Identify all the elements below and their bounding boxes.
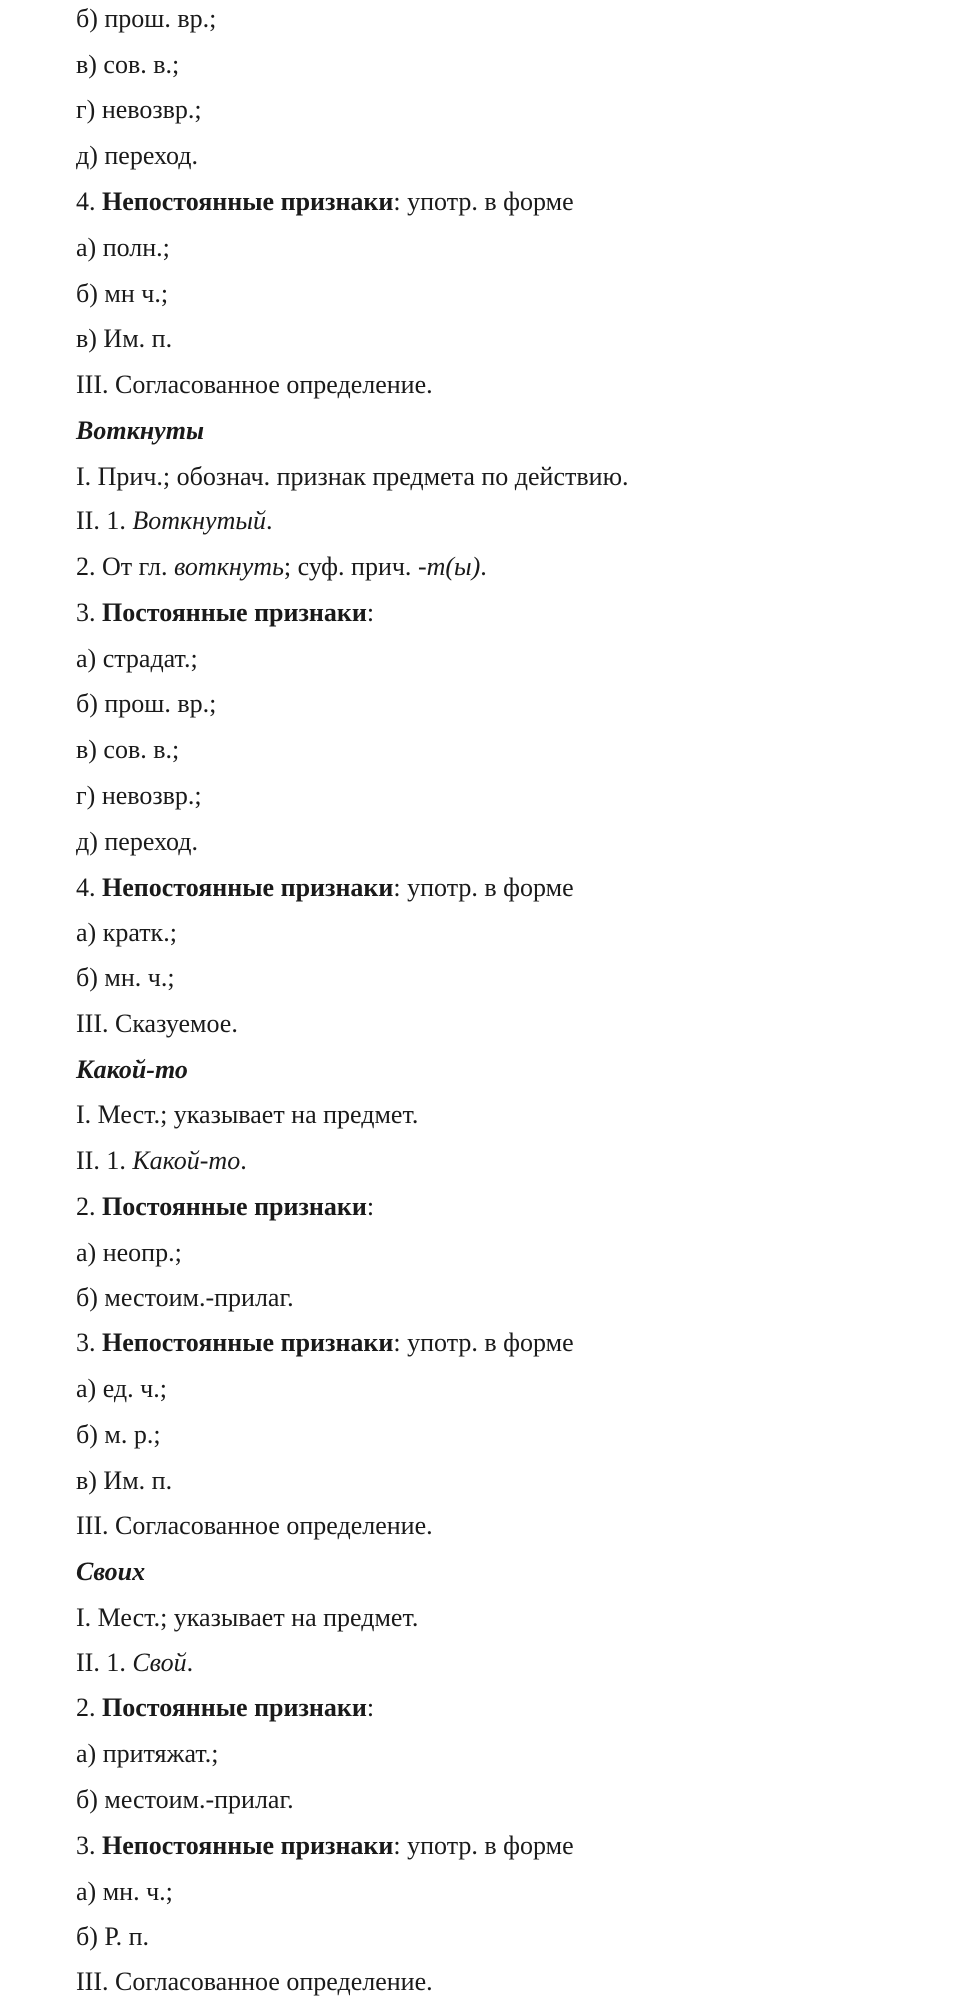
text-line: в) Им. п. (76, 1466, 173, 1495)
item-number: II. 1. (76, 506, 133, 535)
text-line: д) переход. (76, 141, 199, 170)
item-number: 2. (76, 1693, 102, 1722)
text-line: I. Прич.; обознач. признак предмета по действию. (76, 462, 629, 491)
punctuation: . (240, 1146, 247, 1175)
text-line: а) мн. ч.; (76, 1877, 173, 1906)
text-line: а) кратк.; (76, 918, 177, 947)
text-line: г) невозвр.; (76, 95, 202, 124)
text-line: а) полн.; (76, 233, 170, 262)
feature-line (76, 1192, 374, 1222)
feature-heading: Постоянные признаки (102, 1192, 367, 1221)
punctuation: . (480, 552, 487, 581)
word-heading: Какой-то (76, 1055, 188, 1084)
text-line: а) неопр.; (76, 1238, 182, 1267)
initial-form-word: Воткнутый (132, 506, 266, 535)
feature-line (76, 873, 574, 903)
feature-line (76, 1693, 374, 1723)
text-line: б) прош. вр.; (76, 4, 217, 33)
text-line: б) Р. п. (76, 1922, 150, 1951)
initial-form-line (76, 506, 272, 536)
text-line: б) прош. вр.; (76, 689, 217, 718)
item-number: 4. (76, 873, 102, 902)
text-line: б) мн. ч.; (76, 963, 175, 992)
feature-suffix: : (366, 1192, 375, 1221)
origin-line (76, 552, 487, 582)
feature-line (76, 187, 574, 217)
feature-line (76, 598, 374, 628)
text-line: б) местоим.-прилаг. (76, 1283, 294, 1312)
text-line: г) невозвр.; (76, 781, 202, 810)
feature-line (76, 1831, 574, 1861)
item-number: II. 1. (76, 1648, 133, 1677)
text-line: I. Мест.; указывает на предмет. (76, 1100, 419, 1129)
punctuation: . (186, 1648, 194, 1677)
source-verb: воткнуть (173, 552, 284, 581)
text-line: I. Мест.; указывает на предмет. (76, 1603, 419, 1632)
text-line: б) мн ч.; (76, 279, 169, 308)
text-line: III. Согласованное определение. (76, 370, 433, 399)
text-line: а) притяжат.; (76, 1739, 219, 1768)
origin-text: 2. От гл. (76, 552, 174, 581)
feature-suffix: : употр. в форме (393, 873, 574, 902)
text-line: б) местоим.-прилаг. (76, 1785, 294, 1814)
text-line: III. Согласованное определение. (76, 1511, 433, 1540)
text-line: III. Сказуемое. (76, 1009, 238, 1038)
initial-form-word: Свой (132, 1648, 187, 1677)
feature-heading: Постоянные признаки (102, 598, 367, 627)
text-line: д) переход. (76, 827, 199, 856)
feature-suffix: : употр. в форме (393, 187, 574, 216)
initial-form-line (76, 1648, 193, 1678)
text-line: в) Им. п. (76, 324, 173, 353)
feature-heading: Постоянные признаки (102, 1693, 367, 1722)
item-number: 3. (76, 598, 102, 627)
item-number: II. 1. (76, 1146, 133, 1175)
word-heading: Своих (76, 1557, 146, 1586)
feature-heading: Непостоянные признаки (102, 1328, 394, 1357)
feature-heading: Непостоянные признаки (102, 187, 394, 216)
feature-line (76, 1328, 574, 1358)
text-line: б) м. р.; (76, 1420, 161, 1449)
feature-suffix: : употр. в форме (393, 1831, 574, 1860)
text-line: в) сов. в.; (76, 735, 180, 764)
feature-heading: Непостоянные признаки (102, 873, 394, 902)
item-number: 3. (76, 1831, 102, 1860)
punctuation: . (265, 506, 273, 535)
item-number: 2. (76, 1192, 102, 1221)
text-line: а) страдат.; (76, 644, 198, 673)
feature-suffix: : (366, 1693, 375, 1722)
text-line: III. Согласованное определение. (76, 1967, 433, 1996)
origin-text: ; суф. прич. (283, 552, 418, 581)
suffix-morpheme: -т(ы) (417, 552, 481, 581)
initial-form-word: Какой-то (132, 1146, 241, 1175)
feature-suffix: : употр. в форме (393, 1328, 574, 1357)
text-line: а) ед. ч.; (76, 1374, 167, 1403)
feature-heading: Непостоянные признаки (102, 1831, 394, 1860)
text-line: в) сов. в.; (76, 50, 180, 79)
item-number: 4. (76, 187, 102, 216)
item-number: 3. (76, 1328, 102, 1357)
initial-form-line (76, 1146, 247, 1176)
feature-suffix: : (366, 598, 375, 627)
word-heading: Воткнуты (76, 416, 204, 445)
